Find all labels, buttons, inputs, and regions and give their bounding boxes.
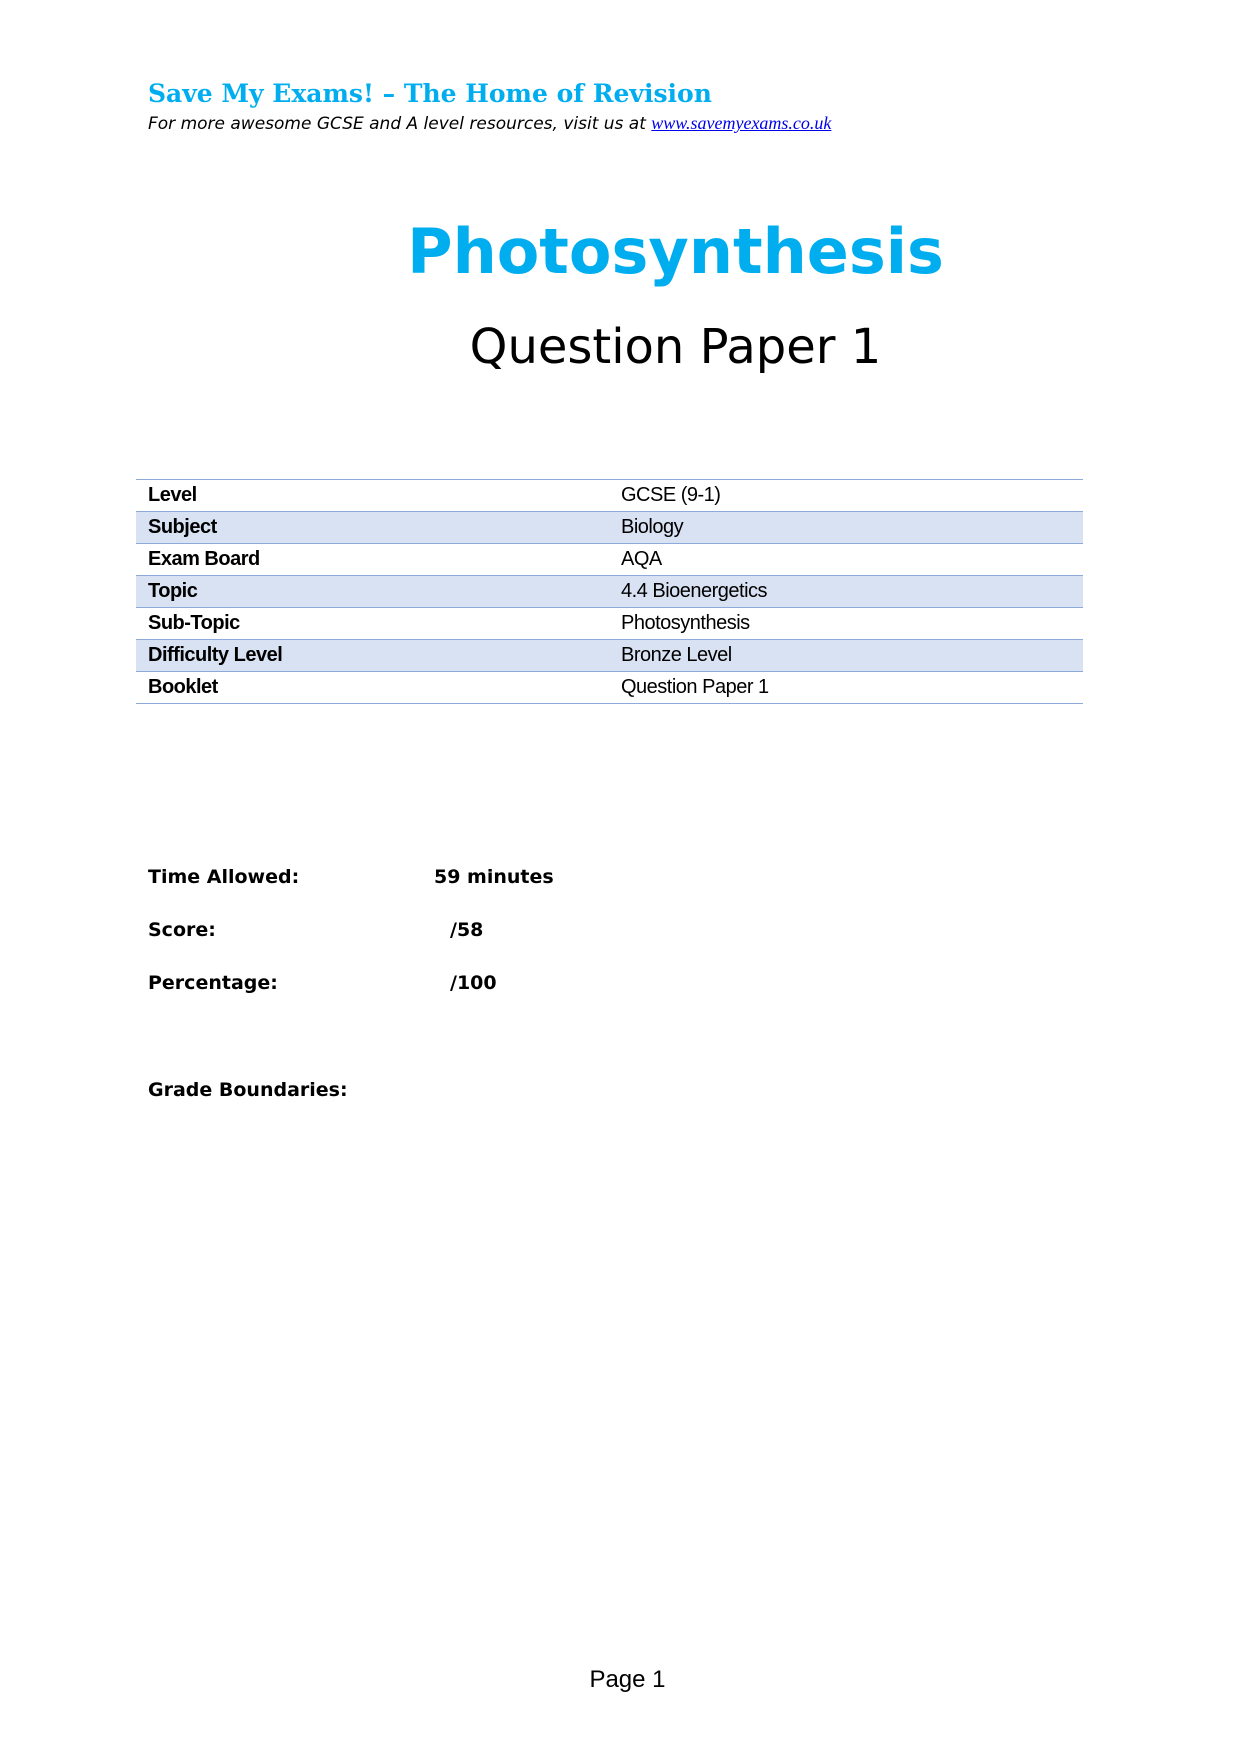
page-number: Page 1 — [589, 1666, 666, 1693]
page-subtitle: Question Paper 1 — [469, 319, 882, 375]
row-label: Sub-Topic — [136, 608, 609, 640]
row-label: Difficulty Level — [136, 640, 609, 672]
brand-heading: Save My Exams! – The Home of Revision — [148, 79, 712, 108]
score-value: /58 — [450, 919, 484, 941]
row-label: Level — [136, 480, 609, 512]
time-allowed-value: 59 minutes — [434, 866, 554, 888]
tagline-text: For more awesome GCSE and A level resources, visit us at — [148, 114, 652, 134]
grade-boundaries-label: Grade Boundaries: — [148, 1079, 348, 1101]
row-value: Biology — [609, 512, 1083, 544]
page-title: Photosynthesis — [407, 215, 944, 288]
row-value: Bronze Level — [609, 640, 1083, 672]
row-label: Topic — [136, 576, 609, 608]
table-row — [136, 640, 1083, 672]
row-value: 4.4 Bioenergetics — [609, 576, 1083, 608]
row-value: GCSE (9-1) — [609, 480, 1083, 512]
table-row — [136, 480, 1083, 512]
table-row — [136, 576, 1083, 608]
row-label: Booklet — [136, 672, 609, 704]
table-row — [136, 544, 1083, 576]
info-table — [136, 479, 1083, 704]
row-label: Subject — [136, 512, 609, 544]
tagline — [148, 111, 831, 136]
time-allowed-label: Time Allowed: — [148, 866, 300, 888]
table-row — [136, 608, 1083, 640]
row-value: Photosynthesis — [609, 608, 1083, 640]
percentage-value: /100 — [450, 972, 497, 994]
website-link[interactable]: www.savemyexams.co.uk — [651, 113, 832, 133]
score-label: Score: — [148, 919, 216, 941]
row-value: AQA — [609, 544, 1083, 576]
table-row — [136, 512, 1083, 544]
percentage-label: Percentage: — [148, 972, 278, 994]
table-row — [136, 672, 1083, 704]
row-label: Exam Board — [136, 544, 609, 576]
row-value: Question Paper 1 — [609, 672, 1083, 704]
